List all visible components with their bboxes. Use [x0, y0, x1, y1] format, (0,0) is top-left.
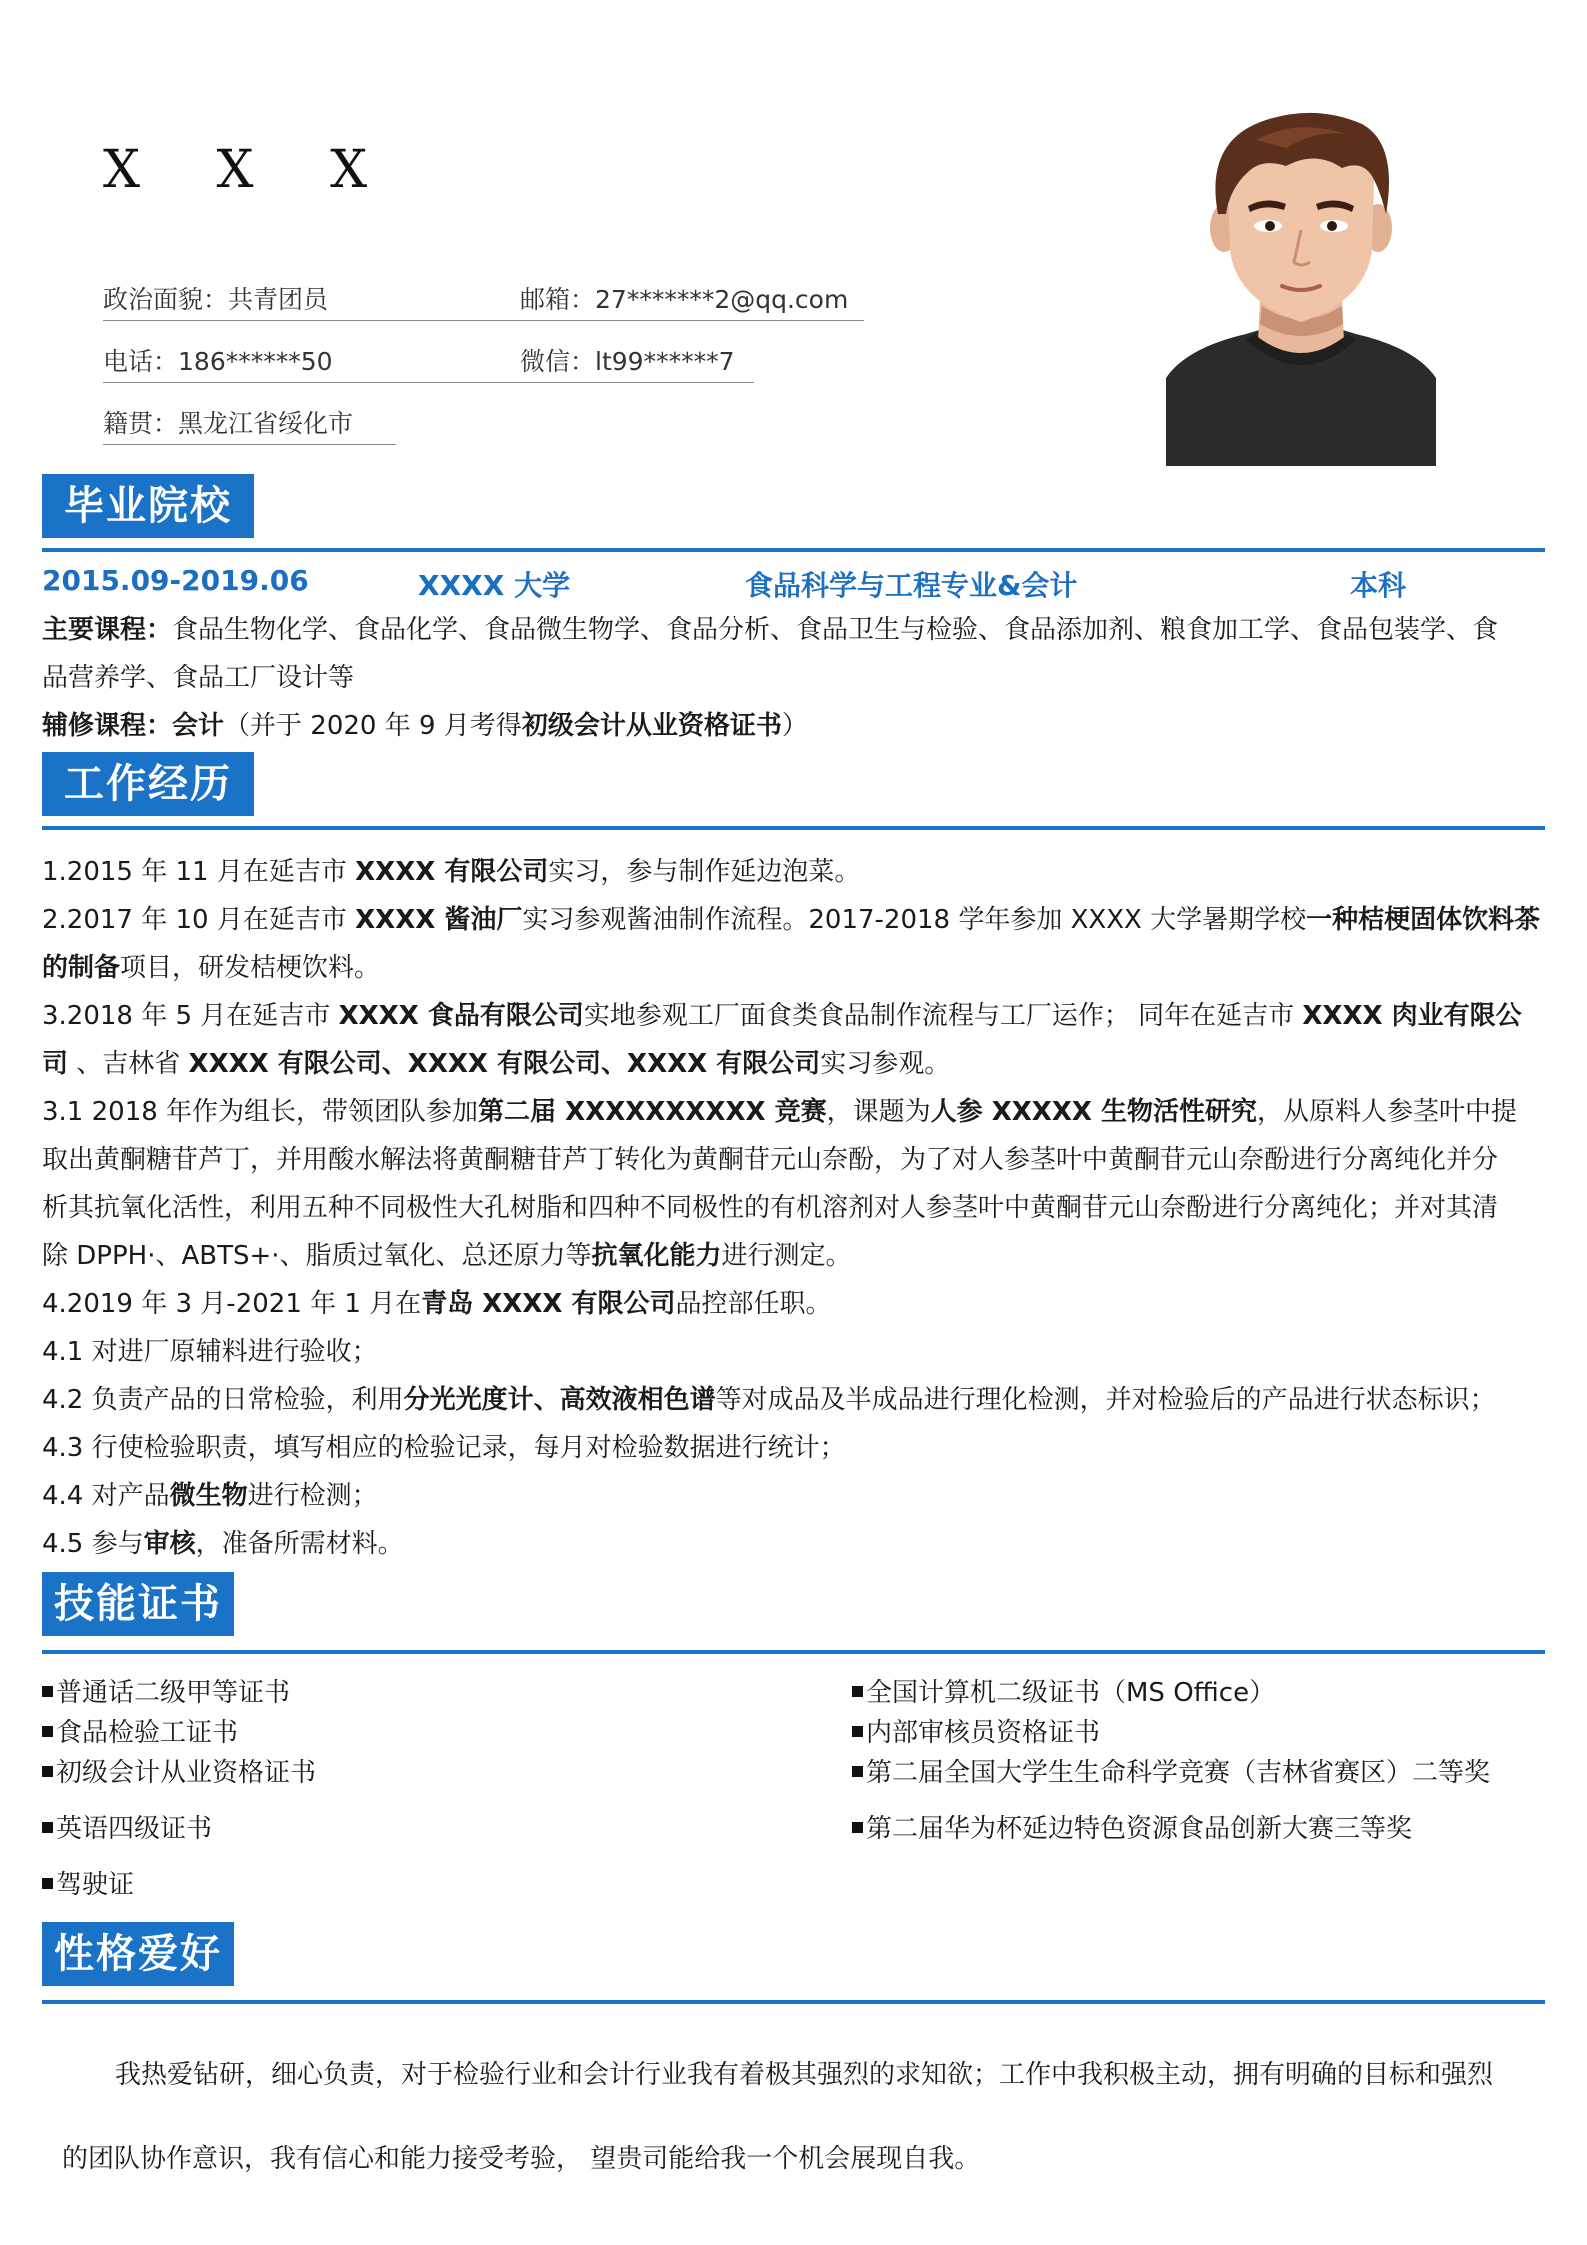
work-text: 实习参观酱油制作流程。2017-2018 学年参加 XXXX 大学暑期学校 — [522, 905, 1307, 935]
work-text: ，从原料人参茎叶中提 — [1256, 1097, 1517, 1127]
work-line — [42, 992, 1545, 1040]
work-line — [42, 1136, 1545, 1184]
work-text: 进行检测； — [247, 1481, 378, 1511]
skill-text: 驾驶证 — [56, 1870, 135, 1900]
section-divider-education — [42, 548, 1545, 552]
phone-value: 186******50 — [178, 347, 333, 376]
minor-course: 会计 — [172, 711, 225, 741]
work-text: 、吉林省 — [68, 1049, 189, 1079]
section-divider-skills — [42, 1650, 1545, 1654]
hobby-line: 我热爱钻研，细心负责，对于检验行业和会计行业我有着极其强烈的求知欲；工作中我积极主动，拥有明确的目标和强烈 — [115, 2060, 1494, 2090]
minor-cert: 初级会计从业资格证书 — [521, 711, 782, 741]
bullet-square-icon — [852, 1766, 863, 1777]
work-bold: XXXX 有限公司、XXXX 有限公司、XXXX 有限公司 — [188, 1049, 821, 1079]
skill-item — [852, 1808, 1412, 1845]
section-divider-hobby — [42, 2000, 1545, 2004]
minor-label: 辅修课程： — [42, 711, 173, 741]
courses-label: 主要课程： — [42, 615, 173, 645]
work-line — [42, 944, 1545, 992]
section-title-skills: 技能证书 — [42, 1572, 234, 1636]
skill-item — [852, 1752, 1490, 1789]
political-status — [103, 280, 396, 321]
work-line — [42, 1184, 1545, 1232]
bullet-square-icon — [42, 1766, 53, 1777]
section-title-education: 毕业院校 — [42, 474, 254, 538]
work-text: 析其抗氧化活性，利用五种不同极性大孔树脂和四种不同极性的有机溶剂对人参茎叶中黄酮苷元山奈酚进行分离纯化；并对其清 — [42, 1193, 1499, 1223]
work-text: 4.1 对进厂原辅料进行验收； — [42, 1337, 378, 1367]
work-line — [42, 1424, 1545, 1472]
work-text: 取出黄酮糖苷芦丁，并用酸水解法将黄酮糖苷芦丁转化为黄酮苷元山奈酚，为了对人参茎叶中黄酮苷元山奈酚进行分离纯化并分 — [42, 1145, 1499, 1175]
skill-text: 全国计算机二级证书（MS Office） — [866, 1678, 1276, 1708]
work-text: 2.2017 年 10 月在延吉市 — [42, 905, 356, 935]
bullet-square-icon — [852, 1686, 863, 1697]
work-bold: XXXX 肉业有限公 — [1302, 1001, 1522, 1031]
work-bold: 微生物 — [169, 1481, 248, 1511]
minor-text: （并于 2020 年 9 月考得 — [224, 711, 522, 741]
bullet-square-icon — [42, 1822, 53, 1833]
work-line — [42, 896, 1545, 944]
section-title-work: 工作经历 — [42, 752, 254, 816]
avatar-illustration-icon — [1166, 110, 1436, 466]
native-value: 黑龙江省绥化市 — [178, 409, 354, 438]
email-value: 27*******2@qq.com — [595, 285, 849, 314]
work-bold: 分光光度计、高效液相色谱 — [403, 1385, 716, 1415]
minor-text: ） — [781, 711, 808, 741]
work-text: 3.2018 年 5 月在延吉市 — [42, 1001, 339, 1031]
skill-item — [42, 1808, 212, 1845]
skill-text: 普通话二级甲等证书 — [56, 1678, 291, 1708]
work-text: ，课题为 — [826, 1097, 931, 1127]
work-text: 品控部任职。 — [675, 1289, 832, 1319]
profile-photo — [1166, 110, 1436, 466]
edu-school: XXXX 大学 — [418, 569, 571, 602]
skill-text: 初级会计从业资格证书 — [56, 1758, 317, 1788]
work-text: 等对成品及半成品进行理化检测，并对检验后的产品进行状态标识； — [715, 1385, 1496, 1415]
work-text: 实习参观。 — [820, 1049, 951, 1079]
political-label: 政治面貌： — [103, 285, 229, 314]
bullet-square-icon — [42, 1686, 53, 1697]
wechat-label: 微信： — [520, 347, 596, 376]
edu-major: 食品科学与工程专业&会计 — [745, 569, 1078, 602]
courses-text: 食品生物化学、食品化学、食品微生物学、食品分析、食品卫生与检验、食品添加剂、粮食加工学、食品包装学、食 — [172, 615, 1499, 645]
native-place — [103, 404, 396, 445]
political-value: 共青团员 — [228, 285, 329, 314]
phone-label: 电话： — [103, 347, 179, 376]
hobby-line: 的团队协作意识，我有信心和能力接受考验， 望贵司能给我一个机会展现自我。 — [62, 2144, 981, 2174]
work-line — [42, 1472, 1545, 1520]
bullet-square-icon — [852, 1726, 863, 1737]
work-line — [42, 1232, 1545, 1280]
work-text: 除 DPPH·、ABTS+·、脂质过氧化、总还原力等 — [42, 1241, 592, 1271]
work-line — [42, 1328, 1545, 1376]
skill-text: 英语四级证书 — [56, 1814, 213, 1844]
work-text: 4.2 负责产品的日常检验，利用 — [42, 1385, 404, 1415]
work-bold: 一种桔梗固体饮料茶 — [1306, 905, 1541, 935]
email-label: 邮箱： — [520, 285, 596, 314]
work-text: 实地参观工厂面食类食品制作流程与工厂运作； 同年在延吉市 — [583, 1001, 1303, 1031]
work-bold: 的制备 — [42, 953, 121, 983]
courses-line — [42, 654, 1545, 702]
work-text: 实习，参与制作延边泡菜。 — [548, 857, 861, 887]
section-title-hobby: 性格爱好 — [42, 1922, 234, 1986]
work-text: 4.3 行使检验职责，填写相应的检验记录，每月对检验数据进行统计； — [42, 1433, 846, 1463]
native-label: 籍贯： — [103, 409, 179, 438]
work-text: 4.4 对产品 — [42, 1481, 170, 1511]
courses-line — [42, 606, 1545, 654]
wechat-value: lt99******7 — [595, 347, 735, 376]
work-text: 4.5 参与 — [42, 1529, 144, 1559]
wechat — [396, 342, 754, 383]
skill-item — [852, 1712, 1100, 1749]
work-text: 进行测定。 — [721, 1241, 852, 1271]
edu-degree: 本科 — [1350, 569, 1407, 602]
minor-line — [42, 702, 1545, 750]
skill-item — [42, 1864, 134, 1901]
work-bold: 司 — [42, 1049, 69, 1079]
section-divider-work — [42, 826, 1545, 830]
work-experience — [42, 848, 1545, 1568]
skill-item — [852, 1672, 1275, 1709]
edu-courses — [42, 606, 1545, 750]
work-line — [42, 1040, 1545, 1088]
work-bold: 抗氧化能力 — [591, 1241, 722, 1271]
skill-text: 第二届全国大学生生命科学竞赛（吉林省赛区）二等奖 — [866, 1758, 1491, 1788]
email — [396, 280, 864, 321]
work-text: 项目，研发桔梗饮料。 — [120, 953, 381, 983]
work-text: 3.1 2018 年作为组长，带领团队参加 — [42, 1097, 479, 1127]
skill-text: 内部审核员资格证书 — [866, 1718, 1101, 1748]
bullet-square-icon — [42, 1878, 53, 1889]
work-bold: XXXX 酱油厂 — [355, 905, 523, 935]
work-bold: 第二届 XXXXXXXXXX 竞赛 — [478, 1097, 827, 1127]
work-bold: XXXX 有限公司 — [355, 857, 549, 887]
skill-item — [42, 1712, 238, 1749]
work-text: ，准备所需材料。 — [195, 1529, 404, 1559]
work-line — [42, 1520, 1545, 1568]
work-bold: 审核 — [143, 1529, 196, 1559]
work-line — [42, 1376, 1545, 1424]
bullet-square-icon — [852, 1822, 863, 1833]
work-line — [42, 1280, 1545, 1328]
edu-period: 2015.09-2019.06 — [42, 564, 309, 597]
work-bold: 青岛 XXXX 有限公司 — [421, 1289, 676, 1319]
skill-text: 第二届华为杯延边特色资源食品创新大赛三等奖 — [866, 1814, 1413, 1844]
resume-name: X X X — [103, 140, 398, 200]
skill-text: 食品检验工证书 — [56, 1718, 239, 1748]
work-line — [42, 1088, 1545, 1136]
skill-item — [42, 1752, 316, 1789]
work-text: 4.2019 年 3 月-2021 年 1 月在 — [42, 1289, 422, 1319]
skill-item — [42, 1672, 290, 1709]
work-bold: 人参 XXXXX 生物活性研究 — [930, 1097, 1257, 1127]
courses-text: 品营养学、食品工厂设计等 — [42, 663, 355, 693]
work-bold: XXXX 食品有限公司 — [338, 1001, 584, 1031]
bullet-square-icon — [42, 1726, 53, 1737]
work-line — [42, 848, 1545, 896]
work-text: 1.2015 年 11 月在延吉市 — [42, 857, 356, 887]
phone — [103, 342, 396, 383]
